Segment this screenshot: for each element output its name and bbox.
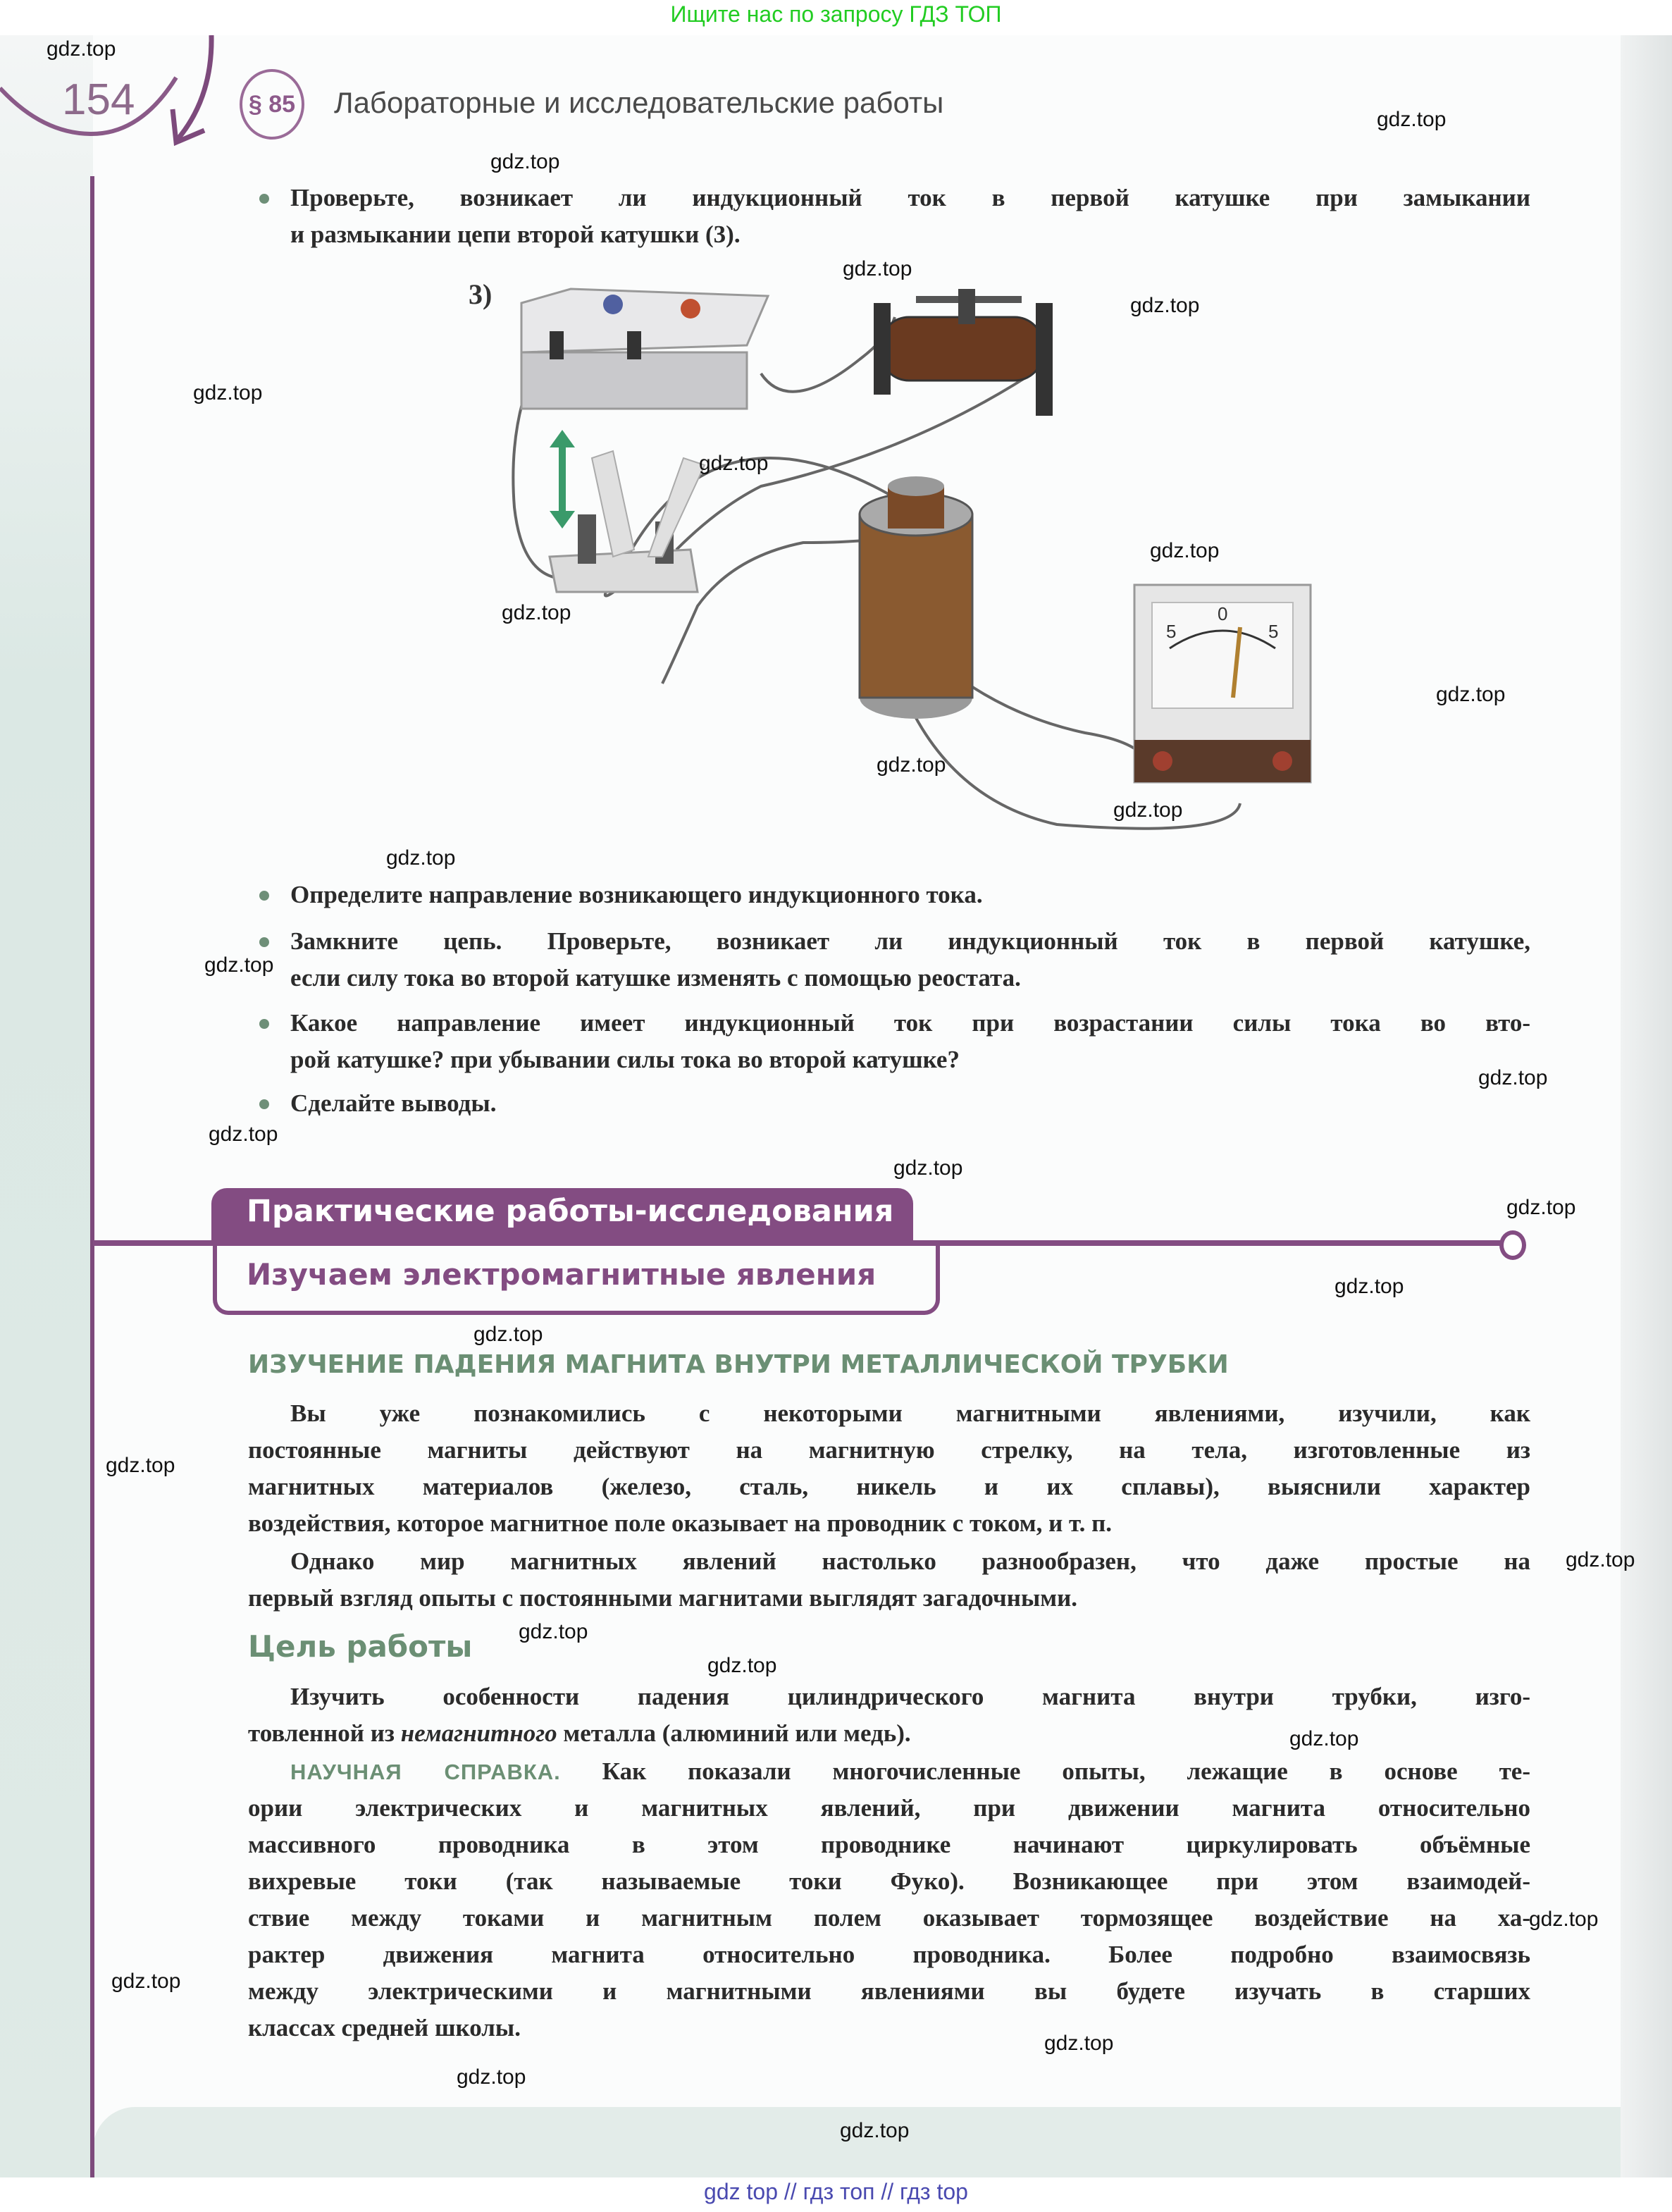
- watermark-text: gdz.top: [386, 846, 456, 870]
- watermark-text: gdz.top: [209, 1123, 278, 1146]
- margin-line: [90, 176, 94, 2177]
- switch-key: [550, 451, 705, 592]
- text-segment: Замкните цепь. Проверьте, возникает ли индукционный ток в первой катушке,: [290, 927, 1530, 955]
- text-line: [290, 1679, 1530, 1715]
- text-segment: вихревые токи (так называемые: [248, 1867, 790, 1895]
- text-segment: Какое направление имеет индукционный ток при возрастании силы тока во вто-: [290, 1009, 1530, 1037]
- galvanometer: [1134, 585, 1311, 782]
- text-segment: ории электрических и магнитных явлений, при движении магнита относительно: [248, 1794, 1530, 1822]
- watermark-text: gdz.top: [111, 1970, 181, 1993]
- page-number: 154: [62, 75, 135, 124]
- text-line: [290, 180, 1530, 216]
- watermark-text: gdz.top: [1529, 1908, 1599, 1931]
- watermark-text: gdz.top: [1377, 108, 1447, 131]
- text-line: [290, 923, 1530, 960]
- watermark-text: gdz.top: [707, 1654, 777, 1677]
- coils: [860, 476, 972, 719]
- watermark-text: gdz.top: [840, 2119, 910, 2142]
- figure-label: 3): [469, 278, 493, 310]
- text-segment: рактер движения магнита относительно проводника. Более подробно взаимосвязь: [248, 1941, 1530, 1968]
- up-down-arrow-icon: [550, 430, 575, 529]
- text-line: [248, 1863, 1530, 1900]
- text-line: [248, 2010, 1530, 2046]
- watermark-text: gdz.top: [490, 150, 560, 173]
- text-line: [248, 1790, 1530, 1827]
- text-segment: массивного проводника в этом проводнике начинают циркулировать объёмные: [248, 1831, 1530, 1858]
- watermark-text: gdz.top: [1334, 1275, 1404, 1298]
- text-line: [290, 960, 1530, 996]
- watermark-text: gdz.top: [1506, 1196, 1576, 1219]
- text-segment: рой катушке? при убывании силы тока во второй катушке?: [290, 1046, 960, 1073]
- text-segment: Определите направление возникающего индукционного тока.: [290, 881, 983, 908]
- section-badge: § 85: [240, 69, 304, 140]
- watermark-text: gdz.top: [699, 452, 769, 475]
- text-line: [290, 1543, 1530, 1580]
- text-segment: Сделайте выводы.: [290, 1089, 497, 1117]
- footer-links[interactable]: gdz top // гдз топ // гдз top: [704, 2179, 968, 2204]
- watermark-text: gdz.top: [1289, 1727, 1359, 1750]
- arrow-down-icon: [162, 35, 247, 148]
- watermark-text: gdz.top: [106, 1454, 175, 1477]
- watermark-text: gdz.top: [1150, 539, 1220, 562]
- meter-scale-left: 5: [1166, 621, 1177, 642]
- text-segment: ствие между токами и магнитным полем оказывает тормозящее воздействие на ха-: [248, 1904, 1530, 1932]
- watermark-text: gdz.top: [193, 381, 263, 404]
- text-segment: магнитных материалов (железо, сталь, никель и их сплавы), выяснили характер: [248, 1473, 1530, 1500]
- text-segment: Проверьте, возникает ли индукционный ток в первой катушке при замыкании: [290, 184, 1530, 211]
- practical-subtitle: Изучаем электромагнитные явления: [247, 1257, 877, 1292]
- watermark-text: gdz.top: [843, 257, 912, 280]
- meter-scale-zero: 0: [1218, 603, 1228, 624]
- top-banner[interactable]: Ищите нас по запросу ГДЗ ТОП: [670, 1, 1002, 27]
- text-line: [290, 216, 1530, 253]
- text-line: [248, 1827, 1530, 1863]
- text-line: [248, 1936, 1530, 1973]
- watermark-text: gdz.top: [1566, 1548, 1635, 1571]
- running-header-title: Лабораторные и исследовательские работы: [334, 86, 944, 119]
- text-segment: Изучить особенности падения цилиндрического магнита внутри трубки, изго-: [290, 1683, 1530, 1710]
- text-line: [248, 1973, 1530, 2010]
- watermark-text: gdz.top: [457, 2065, 526, 2089]
- watermark-text: gdz.top: [47, 37, 116, 61]
- text-line: [290, 1753, 1530, 1791]
- text-segment: между электрическими и магнитными явлениями вы будете изучать в старших: [248, 1977, 1530, 2005]
- text-segment: постоянные магниты действуют на магнитную стрелку, на тела, изготовленные из: [248, 1436, 1530, 1464]
- text-segment: Вы уже познакомились с некоторыми магнитными явлениями, изучили, как: [290, 1400, 1530, 1427]
- rule-end-dot: [1499, 1230, 1526, 1260]
- bullet-icon: [259, 194, 269, 204]
- watermark-text: gdz.top: [1113, 798, 1183, 822]
- text-segment: первый взгляд опыты с постоянными магнитами выглядят загадочными.: [248, 1584, 1078, 1612]
- text-segment: Однако мир магнитных явлений настолько разнообразен, что даже простые на: [290, 1547, 1530, 1575]
- watermark-text: gdz.top: [204, 953, 274, 977]
- text-segment: товленной из: [248, 1719, 401, 1747]
- reference-label: НАУЧНАЯ СПРАВКА.: [290, 1760, 561, 1784]
- text-line: [248, 1432, 1530, 1469]
- bullet-icon: [259, 937, 269, 947]
- watermark-text: gdz.top: [519, 1620, 588, 1643]
- text-segment: и размыкании цепи второй катушки (3).: [290, 221, 741, 248]
- text-segment: ). Возникающее при этом взаимодей-: [950, 1867, 1530, 1895]
- text-segment: классах средней школы.: [248, 2014, 521, 2041]
- power-supply: [521, 289, 768, 409]
- page-edge: [1621, 35, 1672, 2177]
- text-segment: если силу тока во второй катушке изменять с помощью реостата.: [290, 964, 1021, 991]
- text-line: [290, 1042, 1530, 1078]
- text-line: [290, 1005, 1530, 1042]
- watermark-text: gdz.top: [1044, 2032, 1114, 2055]
- text-line: [290, 1085, 1530, 1122]
- practical-title: Практические работы-исследования: [247, 1194, 894, 1229]
- watermark-text: gdz.top: [473, 1323, 543, 1346]
- bullet-icon: [259, 891, 269, 901]
- text-segment: токи Фуко: [789, 1867, 950, 1895]
- bullet-icon: [259, 1019, 269, 1029]
- bullet-icon: [259, 1099, 269, 1109]
- goal-heading: Цель работы: [248, 1629, 473, 1664]
- watermark-text: gdz.top: [1478, 1066, 1548, 1089]
- text-segment: металла (алюминий или медь).: [557, 1719, 911, 1747]
- text-segment: воздействия, которое магнитное поле оказывает на проводник с током, и т. п.: [248, 1509, 1113, 1537]
- text-line: [248, 1580, 1530, 1617]
- text-line: [248, 1505, 1530, 1542]
- rheostat: [874, 289, 1053, 416]
- watermark-text: gdz.top: [877, 753, 946, 777]
- left-margin-strip: [0, 35, 93, 2177]
- text-line: [248, 1900, 1530, 1936]
- text-segment: немагнитного: [400, 1719, 557, 1747]
- watermark-text: gdz.top: [893, 1156, 963, 1180]
- text-line: [290, 877, 1530, 913]
- section-heading: ИЗУЧЕНИЕ ПАДЕНИЯ МАГНИТА ВНУТРИ МЕТАЛЛИЧЕСКОЙ ТРУБКИ: [248, 1350, 1229, 1379]
- watermark-text: gdz.top: [1436, 683, 1506, 706]
- text-line: [290, 1395, 1530, 1432]
- meter-scale-right: 5: [1268, 621, 1279, 642]
- text-line: [248, 1469, 1530, 1505]
- watermark-text: gdz.top: [502, 601, 571, 624]
- watermark-text: gdz.top: [1130, 294, 1200, 317]
- text-segment: Как показали многочисленные опыты, лежащие в основе те-: [560, 1757, 1530, 1785]
